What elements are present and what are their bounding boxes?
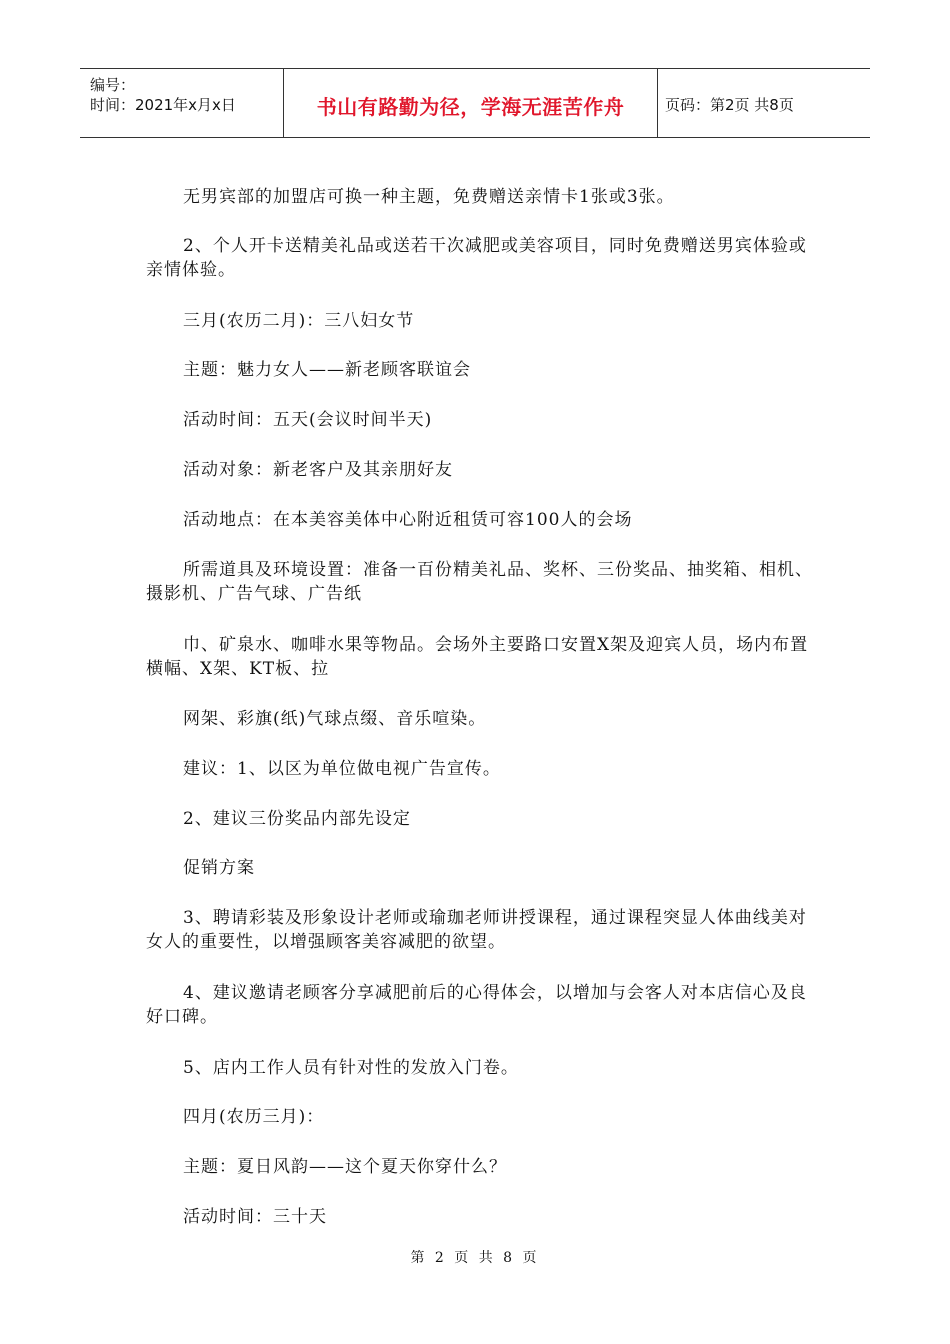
paragraph: 所需道具及环境设置：准备一百份精美礼品、奖杯、三份奖品、抽奖箱、相机、摄影机、广告气球、广告纸 bbox=[146, 560, 813, 604]
paragraph: 活动时间：三十天 bbox=[183, 1207, 327, 1227]
paragraph: 建议：1、以区为单位做电视广告宣传。 bbox=[183, 759, 501, 779]
paragraph: 活动地点：在本美容美体中心附近租赁可容100人的会场 bbox=[183, 510, 633, 530]
header-right-cell bbox=[657, 69, 870, 137]
paragraph: 三月(农历二月)：三八妇女节 bbox=[183, 311, 415, 331]
paragraph: 主题：魅力女人——新老顾客联谊会 bbox=[183, 360, 471, 380]
page-header bbox=[80, 68, 870, 138]
paragraph: 巾、矿泉水、咖啡水果等物品。会场外主要路口安置X架及迎宾人员，场内布置横幅、X架、KT板、拉 bbox=[146, 635, 809, 679]
paragraph: 活动对象：新老客户及其亲朋好友 bbox=[183, 460, 453, 480]
paragraph: 4、建议邀请老顾客分享减肥前后的心得体会，以增加与会客人对本店信心及良好口碑。 bbox=[146, 983, 807, 1027]
paragraph: 网架、彩旗(纸)气球点缀、音乐喧染。 bbox=[183, 709, 487, 729]
doc-number-label: 编号： bbox=[90, 76, 136, 94]
header-page-label: 页码：第2页 共8页 bbox=[665, 96, 794, 114]
paragraph: 促销方案 bbox=[183, 858, 255, 878]
paragraph: 四月(农历三月)： bbox=[183, 1107, 325, 1127]
paragraph: 无男宾部的加盟店可换一种主题，免费赠送亲情卡1张或3张。 bbox=[183, 187, 675, 207]
paragraph: 5、店内工作人员有针对性的发放入门卷。 bbox=[183, 1058, 519, 1078]
doc-time-label: 时间：2021年x月x日 bbox=[90, 96, 236, 114]
paragraph: 3、聘请彩装及形象设计老师或瑜珈老师讲授课程，通过课程突显人体曲线美对女人的重要性，以增强顾客美容减肥的欲望。 bbox=[146, 908, 807, 952]
header-left-cell bbox=[80, 69, 283, 137]
header-motto: 书山有路勤为径，学海无涯苦作舟 bbox=[316, 95, 625, 119]
paragraph: 2、建议三份奖品内部先设定 bbox=[183, 809, 411, 829]
paragraph: 活动时间：五天(会议时间半天) bbox=[183, 410, 433, 430]
header-motto-cell bbox=[283, 69, 658, 137]
paragraph: 主题：夏日风韵——这个夏天你穿什么？ bbox=[183, 1157, 507, 1177]
paragraph: 2、个人开卡送精美礼品或送若干次减肥或美容项目，同时免费赠送男宾体验或亲情体验。 bbox=[146, 236, 807, 280]
page-footer: 第 2 页 共 8 页 bbox=[410, 1250, 540, 1266]
